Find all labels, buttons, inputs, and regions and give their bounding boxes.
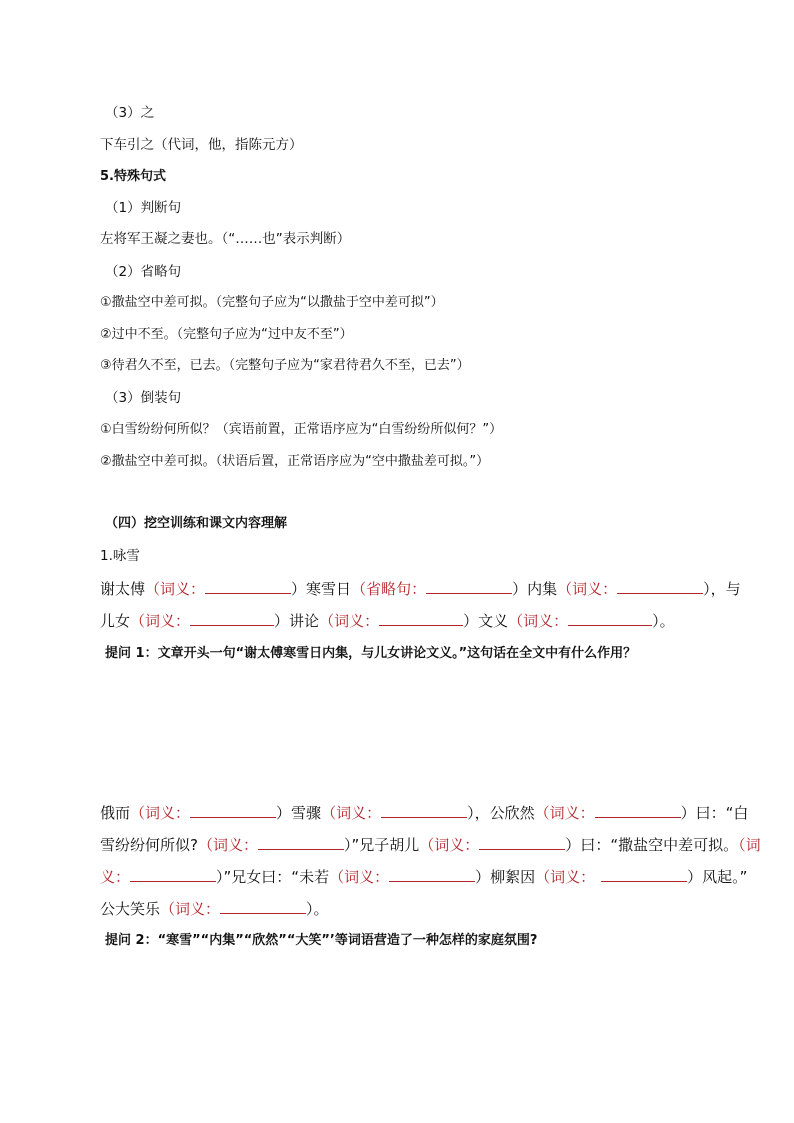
- section-heading-fill-blanks: （四）挖空训练和课文内容理解: [105, 516, 288, 531]
- blank-input[interactable]: [130, 867, 216, 882]
- subsection-title: 1.咏雪: [100, 548, 140, 564]
- fill-row: 儿女（词义： ）讲论（词义： ）文义（词义： ）。: [100, 612, 675, 630]
- subheading-omission: （2）省略句: [105, 264, 182, 280]
- question-1: 提问 1：文章开头一句“谢太傅寒雪日内集，与儿女讲论文义。”这句话在全文中有什么作用？: [105, 646, 637, 661]
- example-line: ③待君久不至，已去。（完整句子应为“家君待君久不至，已去”）: [100, 358, 470, 373]
- blank-input[interactable]: [205, 579, 291, 594]
- fill-row: 谢太傅（词义： ）寒雪日（省略句： ）内集（词义： ），与: [100, 580, 741, 598]
- blank-input[interactable]: [190, 611, 274, 626]
- blank-input[interactable]: [258, 835, 344, 850]
- blank-input[interactable]: [389, 867, 475, 882]
- example-line: 左将军王凝之妻也。（“……也”表示判断）: [100, 231, 351, 247]
- example-line: ①白雪纷纷何所似？（宾语前置，正常语序应为“白雪纷纷所似何？”）: [100, 422, 503, 437]
- blank-input[interactable]: [568, 611, 652, 626]
- blank-input[interactable]: [190, 803, 276, 818]
- blank-input[interactable]: [479, 835, 565, 850]
- fill-row: 雪纷纷何所似?（词义： ）”兄子胡儿（词义： ）曰：“撒盐空中差可拟。（词: [100, 836, 761, 854]
- example-line: ②过中不至。（完整句子应为“过中友不至”）: [100, 327, 353, 342]
- subheading-zhi: （3）之: [105, 105, 155, 121]
- blank-input[interactable]: [220, 899, 306, 914]
- subheading-judgment: （1）判断句: [105, 200, 182, 216]
- example-line: ②撒盐空中差可拟。（状语后置，正常语序应为“空中撒盐差可拟。”）: [100, 454, 490, 469]
- blank-input[interactable]: [379, 611, 463, 626]
- blank-input[interactable]: [595, 803, 681, 818]
- example-line: 下车引之（代词，他，指陈元方）: [100, 137, 303, 153]
- example-line: ①撒盐空中差可拟。（完整句子应为“以撒盐于空中差可拟”）: [100, 295, 444, 310]
- blank-input[interactable]: [381, 803, 467, 818]
- blank-input[interactable]: [601, 867, 687, 882]
- blank-input[interactable]: [426, 579, 512, 594]
- section-heading-special-sentences: 5.特殊句式: [100, 169, 166, 184]
- subheading-inversion: （3）倒装句: [105, 390, 182, 406]
- fill-row: 公大笑乐（词义： ）。: [100, 900, 329, 918]
- fill-row: 俄而（词义： ）雪骤（词义： ），公欣然（词义： ）曰：“白: [100, 804, 749, 822]
- question-2: 提问 2：“寒雪”“内集”“欣然”“大笑”’等词语营造了一种怎样的家庭氛围?: [105, 933, 538, 948]
- blank-input[interactable]: [617, 579, 703, 594]
- fill-row: 义： ）”兄女曰：“未若（词义： ）柳絮因（词义： ）风起。”: [100, 868, 748, 886]
